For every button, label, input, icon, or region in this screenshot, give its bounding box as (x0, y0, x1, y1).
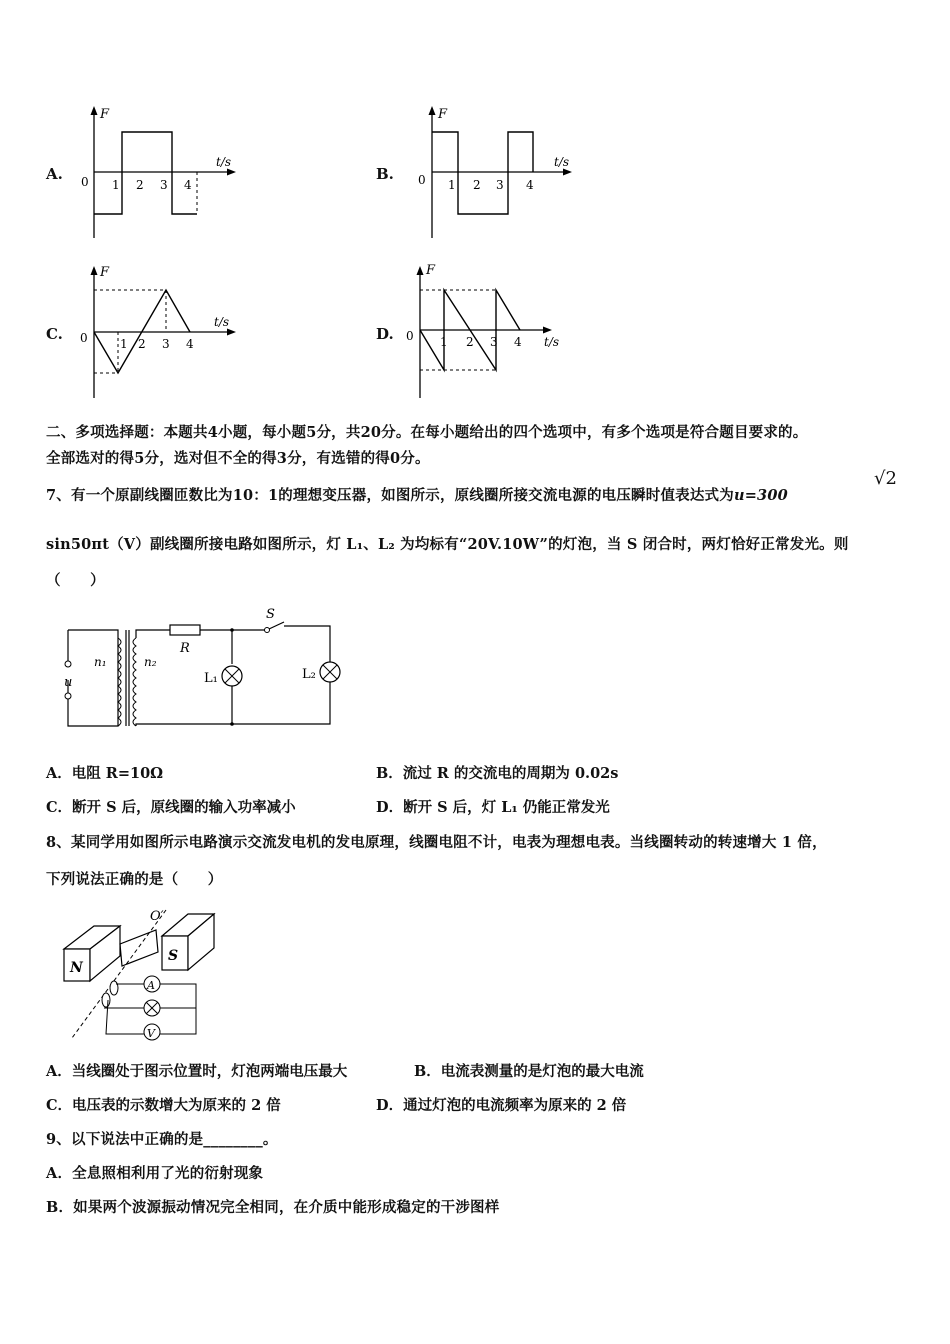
q7-line-2: sin50πt（V）副线圈所接电路如图所示，灯 L₁、L₂ 为均标有“20V.10W”的灯泡，当 S 闭合时，两灯恰好正常发光。则 (46, 536, 849, 553)
tick-label: 3 (162, 337, 170, 351)
origin-label: 0 (406, 329, 414, 343)
tick-label: 3 (490, 335, 498, 349)
resistor-r (170, 625, 200, 635)
x-label: t/s (554, 155, 570, 169)
origin-label: 0 (81, 175, 89, 189)
circuit-r-label: R (180, 641, 190, 656)
q8-option-a[interactable]: A．当线圈处于图示位置时，灯泡两端电压最大 (46, 1063, 348, 1080)
origin-label: 0 (80, 331, 88, 345)
q9-option-a[interactable]: A．全息照相利用了光的衍射现象 (46, 1165, 264, 1182)
x-arrow (543, 327, 552, 334)
x-label: t/s (216, 155, 232, 169)
q7-circuit-figure (58, 600, 358, 730)
graph-c (78, 262, 248, 402)
tick-label: 4 (514, 335, 522, 349)
option-d-label: D. (376, 325, 394, 343)
y-label: F (426, 263, 436, 278)
circuit-n1-label: n₁ (94, 655, 107, 669)
tick-label: 1 (440, 335, 448, 349)
circuit-n2-label: n₂ (144, 655, 157, 669)
q7-option-b[interactable]: B．流过 R 的交流电的周期为 0.02s (376, 765, 619, 782)
tick-label: 2 (138, 337, 146, 351)
tick-label: 4 (184, 178, 192, 192)
graph-d (404, 262, 574, 402)
q8-option-d[interactable]: D．通过灯泡的电流频率为原来的 2 倍 (376, 1097, 627, 1114)
magnet-n-label: N (70, 960, 83, 976)
q7-option-a[interactable]: A．电阻 R=10Ω (46, 765, 164, 782)
q8-line-2: 下列说法正确的是（ ） (46, 871, 223, 888)
x-label: t/s (214, 315, 230, 329)
switch-s (269, 622, 284, 629)
axis-o-prime-label: O′ (150, 909, 164, 924)
x-arrow (227, 169, 236, 176)
tick-label: 3 (160, 178, 168, 192)
q8-option-c[interactable]: C．电压表的示数增大为原来的 2 倍 (46, 1097, 281, 1114)
section-2-header-line-1: 二、多项选择题：本题共4小题，每小题5分，共20分。在每小题给出的四个选项中，有多个选项是符合题目要求的。 (46, 424, 808, 441)
section-2-header-line-2: 全部选对的得5分，选对但不全的得3分，有选错的得0分。 (46, 450, 430, 467)
graph-a (78, 100, 248, 245)
y-label: F (100, 265, 110, 280)
tick-label: 1 (120, 337, 128, 351)
tick-label: 4 (526, 178, 534, 192)
x-arrow (227, 329, 236, 336)
tick-label: 1 (112, 178, 120, 192)
q8-option-b[interactable]: B．电流表测量的是灯泡的最大电流 (414, 1063, 644, 1080)
q9-line-1: 9、以下说法中正确的是________。 (46, 1131, 278, 1148)
y-arrow (429, 106, 436, 115)
q7-stem-text: 7、有一个原副线圈匝数比为10：1的理想变压器，如图所示，原线圈所接交流电源的电压瞬时值表达式为 (46, 487, 734, 504)
q7-sqrt2: √2 (874, 468, 897, 489)
circuit-u-label: u (64, 675, 73, 690)
x-label: t/s (544, 335, 560, 349)
tick-label: 4 (186, 337, 194, 351)
tick-label: 2 (136, 178, 144, 192)
option-a-label: A. (46, 165, 63, 183)
origin-label: 0 (418, 173, 426, 187)
circuit-l2-label: L₂ (302, 667, 316, 682)
circuit-l1-label: L₁ (204, 671, 218, 686)
y-label: F (438, 107, 448, 122)
tick-label: 2 (466, 335, 474, 349)
graph-a-curve (94, 132, 197, 214)
magnet-s-label: S (168, 948, 179, 964)
x-arrow (563, 169, 572, 176)
y-arrow (91, 266, 98, 275)
y-label: F (100, 107, 110, 122)
option-c-label: C. (46, 325, 63, 343)
q7-option-d[interactable]: D．断开 S 后，灯 L₁ 仍能正常发光 (376, 799, 610, 816)
q7-line-1 (46, 484, 788, 505)
circuit-s-label: S (266, 607, 275, 622)
ammeter-label: A (147, 979, 155, 992)
voltmeter-label: V (147, 1027, 155, 1040)
q7-paren: （ ） (46, 572, 105, 589)
y-arrow (91, 106, 98, 115)
q8-generator-figure (58, 904, 228, 1044)
q7-u-expr: u=300 (733, 487, 788, 504)
q7-option-c[interactable]: C．断开 S 后，原线圈的输入功率减小 (46, 799, 296, 816)
tick-label: 2 (473, 178, 481, 192)
graph-b-curve (432, 132, 533, 214)
tick-label: 3 (496, 178, 504, 192)
option-b-label: B. (376, 165, 394, 183)
tick-label: 1 (448, 178, 456, 192)
q8-line-1: 8、某同学用如图所示电路演示交流发电机的发电原理，线圈电阻不计，电表为理想电表。当线圈转动的转速增大 1 倍， (46, 834, 827, 851)
graph-b (414, 100, 584, 245)
y-arrow (417, 266, 424, 275)
q9-option-b[interactable]: B．如果两个波源振动情况完全相同，在介质中能形成稳定的干涉图样 (46, 1199, 500, 1216)
